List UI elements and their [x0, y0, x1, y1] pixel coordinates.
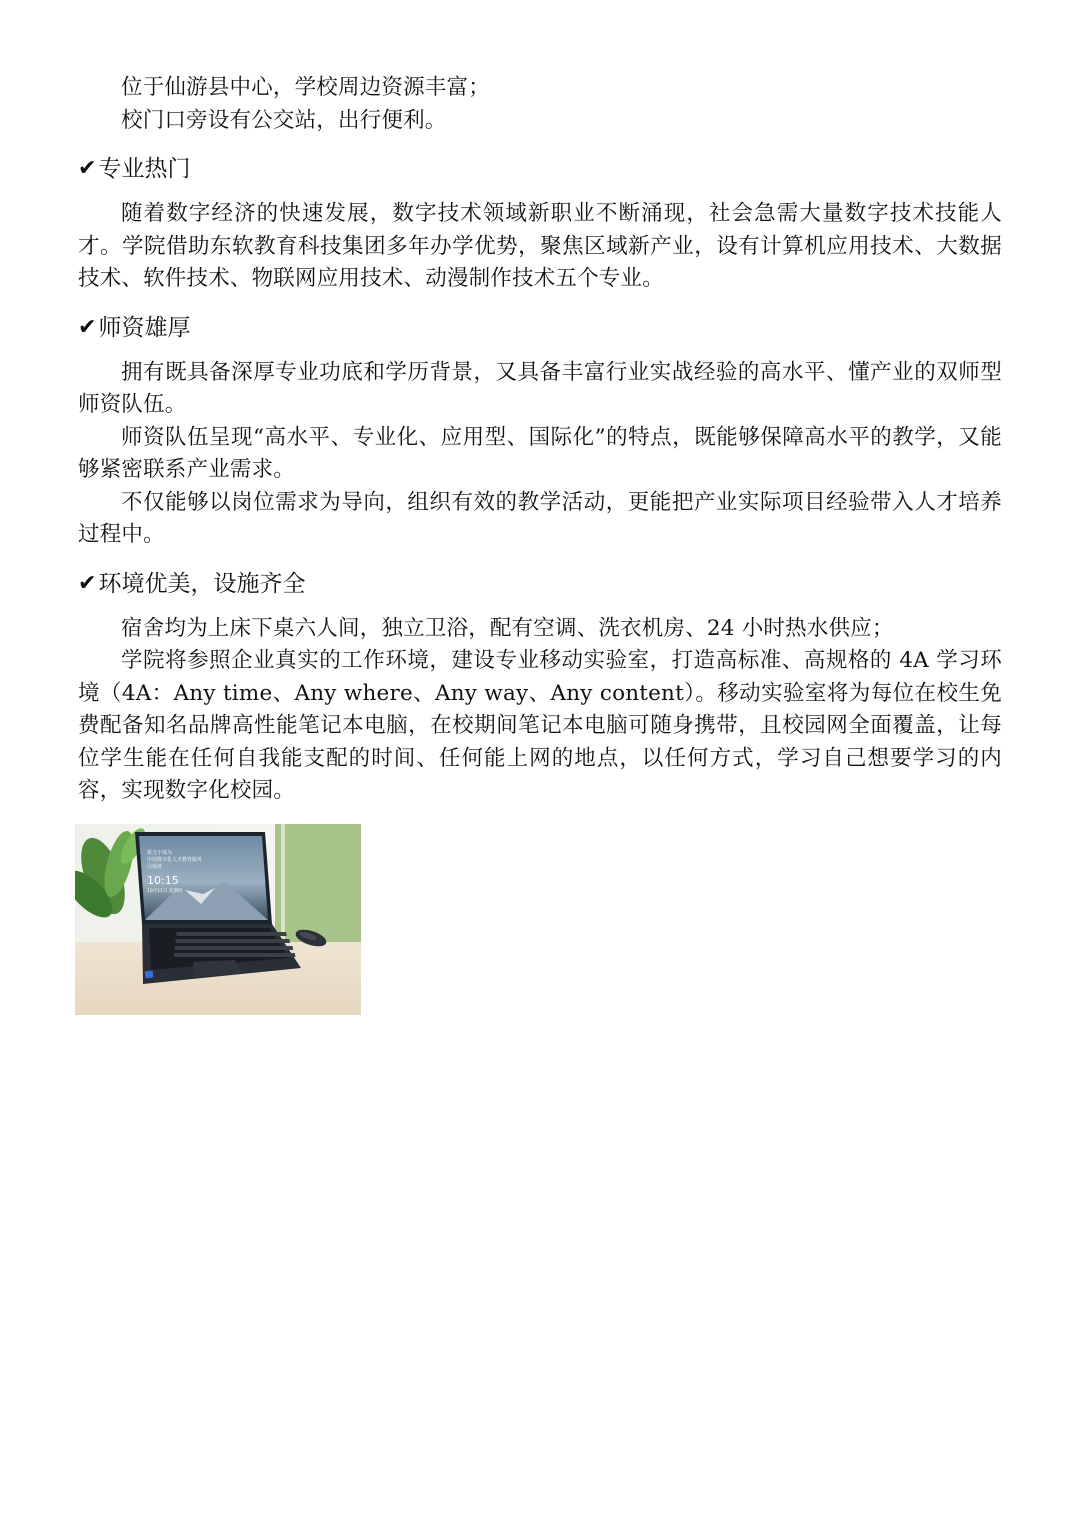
section-heading-majors [78, 152, 1002, 186]
checkmark-icon: ✔ [78, 314, 97, 340]
section-title: 专业热门 [98, 156, 191, 182]
section-paragraph: 师资队伍呈现“高水平、专业化、应用型、国际化”的特点，既能够保障高水平的教学，又能够紧密联系产业需求。 [78, 424, 1002, 482]
screen-date: 10月11日 星期四 [147, 889, 183, 894]
section-title: 师资雄厚 [98, 314, 191, 341]
checkmark-icon: ✔ [78, 156, 97, 181]
screen-clock: 10:15 [147, 874, 179, 887]
section-paragraph: 学院将参照企业真实的工作环境，建设专业移动实验室，打造高标准、高规格的 4A 学习环境（4A：Any time、Any where、Any way、Any content）。移动实验室将为每位在校生免费配备知名品牌高性能笔记本电脑，在校期间笔记本电脑可随身携带，且校园网全面覆盖，让每位学生能在任何自我能支配的时间、任何能上网的地点，以任何方式，学习自己想要学习的内容，实现数字化校园。 [78, 648, 1002, 803]
section-title: 环境优美，设施齐全 [98, 570, 306, 597]
document-content [78, 72, 1002, 808]
screen-text-line3: 引领者 [147, 864, 163, 870]
checkmark-icon: ✔ [78, 570, 97, 596]
intro-line-2: 校门口旁设有公交站，出行便利。 [121, 107, 447, 133]
screen-text-line2: 中国数字化人才教育服务 [147, 857, 203, 863]
screen-text-line1: 致力于成为 [147, 850, 173, 856]
section-paragraph: 不仅能够以岗位需求为导向，组织有效的教学活动，更能把产业实际项目经验带入人才培养过程中。 [78, 489, 1002, 547]
section-heading-faculty [78, 311, 1002, 345]
section-paragraph: 随着数字经济的快速发展，数字技术领域新职业不断涌现，社会急需大量数字技术技能人才。学院借助东软教育科技集团多年办学优势，聚焦区域新产业，设有计算机应用技术、大数据技术、软件技术、物联网应用技术、动漫制作技术五个专业。 [78, 201, 1002, 291]
intro-line-1: 位于仙游县中心，学校周边资源丰富； [121, 75, 490, 100]
section-paragraph: 拥有既具备深厚专业功底和学历背景，又具备丰富行业实战经验的高水平、懂产业的双师型师资队伍。 [78, 359, 1002, 417]
laptop-photo-illustration [75, 824, 361, 1015]
section-heading-environment [78, 567, 1002, 601]
laptop-photo [75, 824, 361, 1015]
section-paragraph: 宿舍均为上床下桌六人间，独立卫浴，配有空调、洗衣机房、24 小时热水供应； [121, 615, 894, 641]
